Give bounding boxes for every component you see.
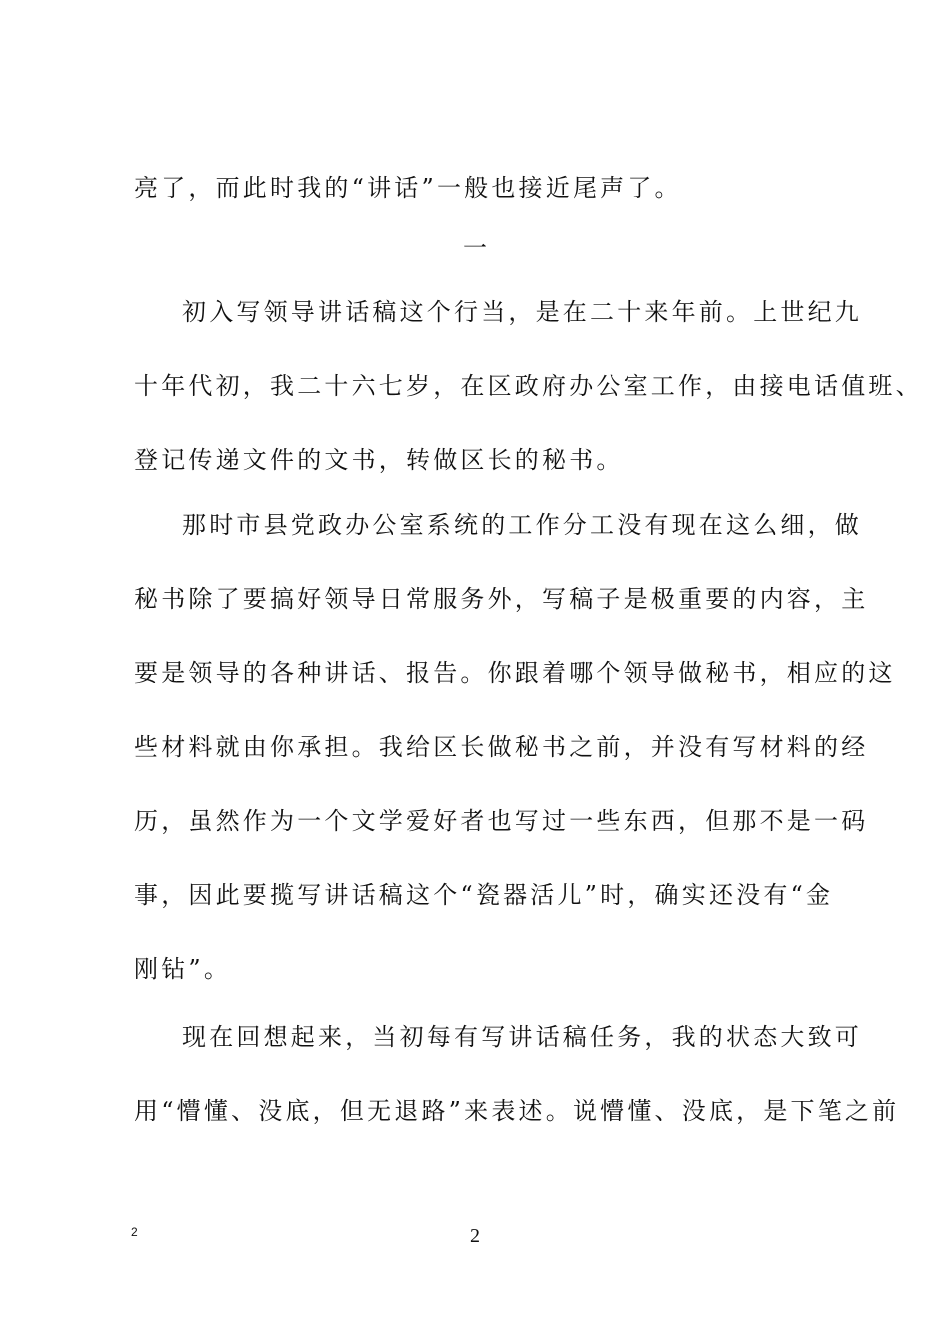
section-mark: 一 xyxy=(463,234,487,262)
paragraph-2-line-1: 那时市县党政办公室系统的工作分工没有现在这么细，做 xyxy=(182,511,862,539)
paragraph-3-line-2: 用“懵懂、没底，但无退路”来表述。说懵懂、没底，是下笔之前 xyxy=(134,1097,900,1125)
small-page-number: 2 xyxy=(131,1225,138,1239)
paragraph-1-line-1: 初入写领导讲话稿这个行当，是在二十来年前。上世纪九 xyxy=(182,298,862,326)
paragraph-2-line-5: 历，虽然作为一个文学爱好者也写过一些东西，但那不是一码 xyxy=(134,807,869,835)
paragraph-2-line-7: 刚钻”。 xyxy=(134,955,232,983)
paragraph-2-line-3: 要是领导的各种讲话、报告。你跟着哪个领导做秘书，相应的这 xyxy=(134,659,896,687)
continuation-line: 亮了，而此时我的“讲话”一般也接近尾声了。 xyxy=(134,174,682,202)
paragraph-2-line-6: 事，因此要揽写讲话稿这个“瓷器活儿”时，确实还没有“金 xyxy=(134,881,834,909)
paragraph-1-line-2: 十年代初，我二十六七岁，在区政府办公室工作，由接电话值班、 xyxy=(134,372,923,400)
paragraph-3-line-1: 现在回想起来，当初每有写讲话稿任务，我的状态大致可 xyxy=(182,1023,862,1051)
paragraph-1-line-3: 登记传递文件的文书，转做区长的秘书。 xyxy=(134,446,624,474)
page-number: 2 xyxy=(470,1225,480,1247)
paragraph-2-line-2: 秘书除了要搞好领导日常服务外，写稿子是极重要的内容，主 xyxy=(134,585,869,613)
paragraph-2-line-4: 些材料就由你承担。我给区长做秘书之前，并没有写材料的经 xyxy=(134,733,869,761)
